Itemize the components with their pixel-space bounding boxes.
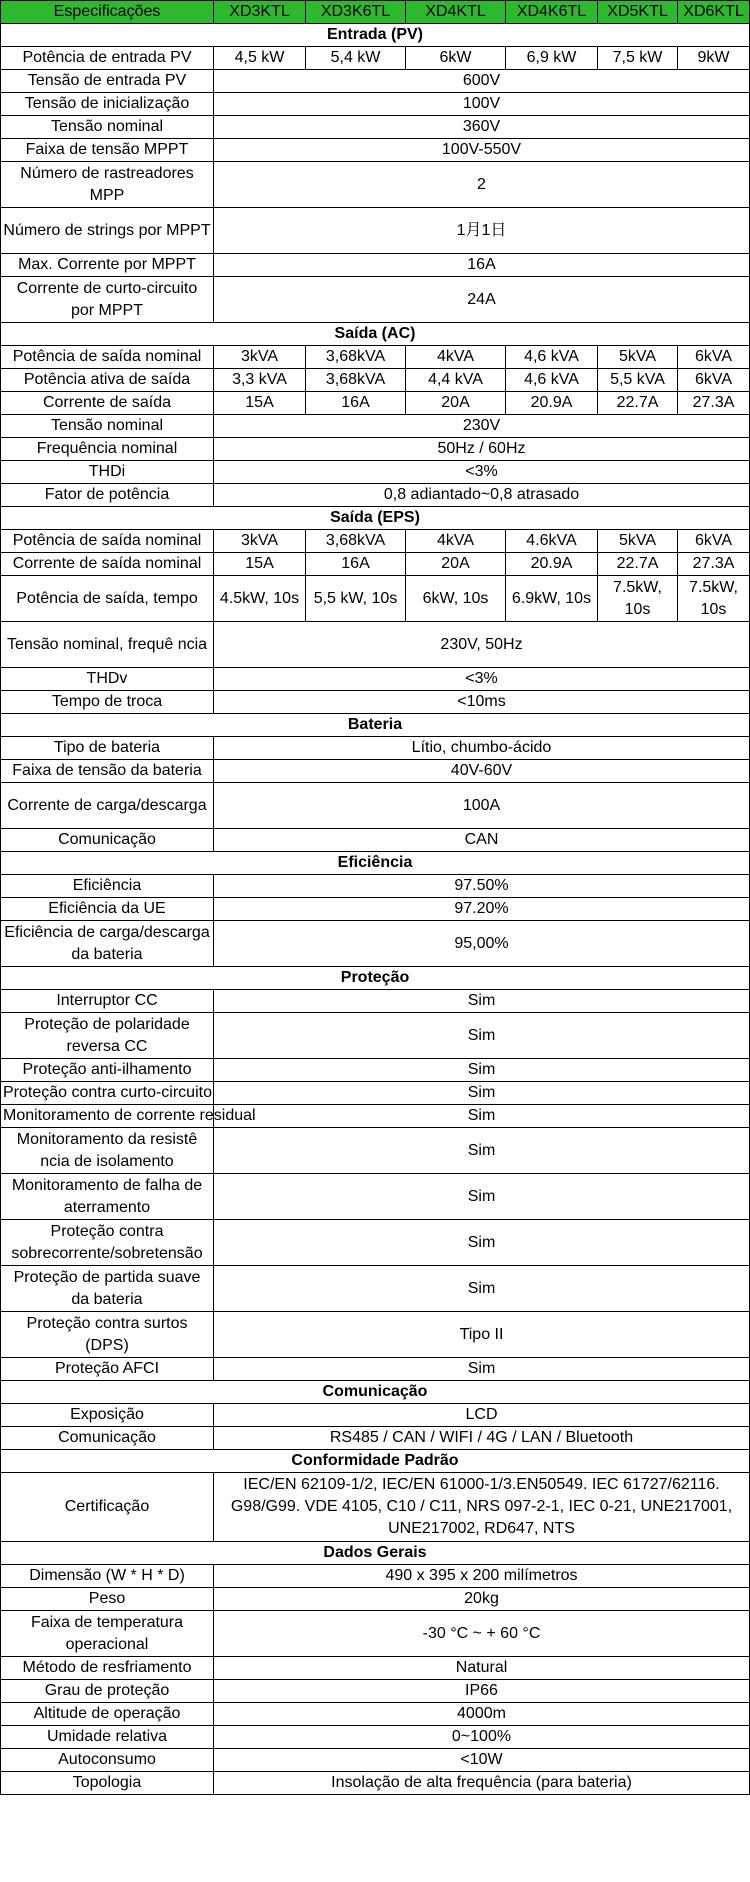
section-title: Entrada (PV)	[1, 24, 750, 47]
cell-value-merged: 16A	[214, 254, 750, 277]
row-label: Tensão de inicialização	[1, 93, 214, 116]
row-label: Potência ativa de saída	[1, 369, 214, 392]
cell-value: 4.5kW, 10s	[214, 576, 306, 622]
section-row	[1, 323, 750, 346]
table-row	[1, 1749, 750, 1772]
row-label: Altitude de operação	[1, 1703, 214, 1726]
section-title: Comunicação	[1, 1381, 750, 1404]
cell-value: 6,9 kW	[506, 47, 598, 70]
row-label: Max. Corrente por MPPT	[1, 254, 214, 277]
header-row	[1, 1, 750, 24]
cell-value-merged: Tipo II	[214, 1312, 750, 1358]
row-label: Peso	[1, 1588, 214, 1611]
table-row	[1, 1473, 750, 1542]
row-label: Faixa de temperatura operacional	[1, 1611, 214, 1657]
cell-value: 4.6kVA	[506, 530, 598, 553]
row-label: Potência de saída nominal	[1, 346, 214, 369]
cell-value-merged: IEC/EN 62109-1/2, IEC/EN 61000-1/3.EN50549. IEC 61727/62116. G98/G99. VDE 4105, C10 / C11, NRS 097-2-1, IEC 0-21, UNE217001, UNE217002, RD647, NTS	[214, 1473, 750, 1542]
cell-value: 3,68kVA	[306, 369, 406, 392]
cell-value: 5,5 kW, 10s	[306, 576, 406, 622]
table-row	[1, 415, 750, 438]
section-row	[1, 24, 750, 47]
cell-value: 27.3A	[678, 553, 750, 576]
table-row	[1, 1312, 750, 1358]
table-row	[1, 139, 750, 162]
cell-value: 3,3 kVA	[214, 369, 306, 392]
cell-value: 4kVA	[406, 530, 506, 553]
table-row	[1, 346, 750, 369]
cell-value-merged: Sim	[214, 1266, 750, 1312]
cell-value-merged: 230V, 50Hz	[214, 622, 750, 668]
table-row	[1, 1588, 750, 1611]
section-row	[1, 1450, 750, 1473]
cell-value-merged: <3%	[214, 668, 750, 691]
cell-value-merged: Sim	[214, 1220, 750, 1266]
cell-value-merged: 97.20%	[214, 898, 750, 921]
table-row	[1, 576, 750, 622]
section-row	[1, 852, 750, 875]
cell-value: 6.9kW, 10s	[506, 576, 598, 622]
table-row	[1, 1105, 750, 1128]
row-label: Monitoramento de corrente residual	[1, 1105, 214, 1128]
cell-value-merged: 4000m	[214, 1703, 750, 1726]
cell-value: 6kW	[406, 47, 506, 70]
table-row	[1, 162, 750, 208]
row-label: Tempo de troca	[1, 691, 214, 714]
cell-value: 6kVA	[678, 346, 750, 369]
row-label: Comunicação	[1, 1427, 214, 1450]
cell-value-merged: 360V	[214, 116, 750, 139]
table-row	[1, 530, 750, 553]
table-row	[1, 737, 750, 760]
table-row	[1, 553, 750, 576]
cell-value: 20A	[406, 553, 506, 576]
header-specs: Especificações	[1, 1, 214, 24]
cell-value-merged: Sim	[214, 990, 750, 1013]
cell-value-merged: 0,8 adiantado~0,8 atrasado	[214, 484, 750, 507]
table-row	[1, 254, 750, 277]
row-label: Frequência nominal	[1, 438, 214, 461]
cell-value-merged: Sim	[214, 1082, 750, 1105]
section-title: Bateria	[1, 714, 750, 737]
table-row	[1, 691, 750, 714]
table-row	[1, 1082, 750, 1105]
table-row	[1, 70, 750, 93]
cell-value-merged: Sim	[214, 1128, 750, 1174]
section-title: Saída (AC)	[1, 323, 750, 346]
cell-value-merged: 95,00%	[214, 921, 750, 967]
table-row	[1, 1703, 750, 1726]
cell-value: 15A	[214, 392, 306, 415]
cell-value: 20.9A	[506, 392, 598, 415]
table-row	[1, 484, 750, 507]
row-label: Topologia	[1, 1772, 214, 1795]
table-row	[1, 47, 750, 70]
header-model: XD4KTL	[406, 1, 506, 24]
cell-value: 16A	[306, 392, 406, 415]
row-label: Método de resfriamento	[1, 1657, 214, 1680]
row-label: Umidade relativa	[1, 1726, 214, 1749]
row-label: Potência de saída, tempo	[1, 576, 214, 622]
row-label: Potência de entrada PV	[1, 47, 214, 70]
cell-value: 27.3A	[678, 392, 750, 415]
row-label: Corrente de saída	[1, 392, 214, 415]
table-row	[1, 1680, 750, 1703]
cell-value-merged: 1月1日	[214, 208, 750, 254]
table-row	[1, 1657, 750, 1680]
cell-value-merged: <10ms	[214, 691, 750, 714]
cell-value-merged: 230V	[214, 415, 750, 438]
row-label: Tipo de bateria	[1, 737, 214, 760]
row-label: Proteção contra curto-circuito	[1, 1082, 214, 1105]
cell-value-merged: 97.50%	[214, 875, 750, 898]
cell-value: 4,4 kVA	[406, 369, 506, 392]
row-label: Exposição	[1, 1404, 214, 1427]
cell-value-merged: <3%	[214, 461, 750, 484]
cell-value: 3kVA	[214, 530, 306, 553]
cell-value-merged: Sim	[214, 1105, 750, 1128]
cell-value: 16A	[306, 553, 406, 576]
cell-value: 5,4 kW	[306, 47, 406, 70]
table-row	[1, 1427, 750, 1450]
table-row	[1, 990, 750, 1013]
row-label: Monitoramento da resistê ncia de isolamento	[1, 1128, 214, 1174]
cell-value-merged: Lítio, chumbo-ácido	[214, 737, 750, 760]
cell-value: 7,5 kW	[598, 47, 678, 70]
row-label: Número de rastreadores MPP	[1, 162, 214, 208]
row-label: Proteção contra sobrecorrente/sobretensão	[1, 1220, 214, 1266]
cell-value: 9kW	[678, 47, 750, 70]
row-label: Tensão de entrada PV	[1, 70, 214, 93]
cell-value-merged: 490 x 395 x 200 milímetros	[214, 1565, 750, 1588]
table-row	[1, 392, 750, 415]
row-label: Faixa de tensão MPPT	[1, 139, 214, 162]
row-label: Tensão nominal, frequê ncia	[1, 622, 214, 668]
row-label: Proteção contra surtos (DPS)	[1, 1312, 214, 1358]
header-model: XD6KTL	[678, 1, 750, 24]
section-title: Conformidade Padrão	[1, 1450, 750, 1473]
row-label: Dimensão (W * H * D)	[1, 1565, 214, 1588]
row-label: THDv	[1, 668, 214, 691]
table-row	[1, 1220, 750, 1266]
cell-value: 4,5 kW	[214, 47, 306, 70]
row-label: Proteção AFCI	[1, 1358, 214, 1381]
row-label: Corrente de curto-circuito por MPPT	[1, 277, 214, 323]
table-row	[1, 93, 750, 116]
table-row	[1, 668, 750, 691]
table-row	[1, 1174, 750, 1220]
cell-value-merged: 0~100%	[214, 1726, 750, 1749]
header-model: XD5KTL	[598, 1, 678, 24]
header-model: XD3KTL	[214, 1, 306, 24]
cell-value-merged: 100V	[214, 93, 750, 116]
cell-value-merged: Insolação de alta frequência (para bateria)	[214, 1772, 750, 1795]
table-row	[1, 1565, 750, 1588]
cell-value-merged: Natural	[214, 1657, 750, 1680]
cell-value: 22.7A	[598, 392, 678, 415]
cell-value: 3kVA	[214, 346, 306, 369]
row-label: Tensão nominal	[1, 415, 214, 438]
cell-value: 20.9A	[506, 553, 598, 576]
row-label: Fator de potência	[1, 484, 214, 507]
cell-value-merged: -30 °C ~ + 60 °C	[214, 1611, 750, 1657]
table-row	[1, 1404, 750, 1427]
cell-value-merged: Sim	[214, 1013, 750, 1059]
row-label: Eficiência de carga/descarga da bateria	[1, 921, 214, 967]
row-label: Número de strings por MPPT	[1, 208, 214, 254]
table-row	[1, 898, 750, 921]
cell-value: 6kVA	[678, 369, 750, 392]
cell-value: 7.5kW, 10s	[598, 576, 678, 622]
cell-value-merged: Sim	[214, 1174, 750, 1220]
cell-value: 4,6 kVA	[506, 346, 598, 369]
cell-value-merged: <10W	[214, 1749, 750, 1772]
table-row	[1, 277, 750, 323]
table-row	[1, 1611, 750, 1657]
table-row	[1, 622, 750, 668]
section-title: Eficiência	[1, 852, 750, 875]
table-row	[1, 1266, 750, 1312]
row-label: THDi	[1, 461, 214, 484]
section-row	[1, 714, 750, 737]
cell-value: 7.5kW, 10s	[678, 576, 750, 622]
cell-value: 4kVA	[406, 346, 506, 369]
header-model: XD4K6TL	[506, 1, 598, 24]
table-row	[1, 369, 750, 392]
table-row	[1, 1059, 750, 1082]
cell-value-merged: 600V	[214, 70, 750, 93]
cell-value-merged: 50Hz / 60Hz	[214, 438, 750, 461]
cell-value-merged: 100V-550V	[214, 139, 750, 162]
row-label: Grau de proteção	[1, 1680, 214, 1703]
table-row	[1, 208, 750, 254]
cell-value: 6kW, 10s	[406, 576, 506, 622]
row-label: Eficiência da UE	[1, 898, 214, 921]
cell-value-merged: IP66	[214, 1680, 750, 1703]
cell-value: 5kVA	[598, 530, 678, 553]
section-row	[1, 1542, 750, 1565]
cell-value-merged: 24A	[214, 277, 750, 323]
header-model: XD3K6TL	[306, 1, 406, 24]
table-row	[1, 921, 750, 967]
row-label: Proteção anti-ilhamento	[1, 1059, 214, 1082]
cell-value: 5kVA	[598, 346, 678, 369]
cell-value-merged: Sim	[214, 1059, 750, 1082]
row-label: Tensão nominal	[1, 116, 214, 139]
cell-value: 3,68kVA	[306, 346, 406, 369]
table-row	[1, 829, 750, 852]
table-row	[1, 783, 750, 829]
table-row	[1, 1772, 750, 1795]
row-label: Corrente de carga/descarga	[1, 783, 214, 829]
cell-value: 22.7A	[598, 553, 678, 576]
table-row	[1, 116, 750, 139]
table-row	[1, 1358, 750, 1381]
cell-value: 15A	[214, 553, 306, 576]
row-label: Proteção de polaridade reversa CC	[1, 1013, 214, 1059]
section-title: Proteção	[1, 967, 750, 990]
cell-value: 5,5 kVA	[598, 369, 678, 392]
cell-value: 4,6 kVA	[506, 369, 598, 392]
section-row	[1, 1381, 750, 1404]
table-row	[1, 461, 750, 484]
cell-value-merged: 40V-60V	[214, 760, 750, 783]
cell-value-merged: LCD	[214, 1404, 750, 1427]
row-label: Autoconsumo	[1, 1749, 214, 1772]
table-row	[1, 875, 750, 898]
row-label: Monitoramento de falha de aterramento	[1, 1174, 214, 1220]
cell-value-merged: 100A	[214, 783, 750, 829]
row-label: Comunicação	[1, 829, 214, 852]
row-label: Interruptor CC	[1, 990, 214, 1013]
cell-value-merged: Sim	[214, 1358, 750, 1381]
section-title: Dados Gerais	[1, 1542, 750, 1565]
cell-value-merged: CAN	[214, 829, 750, 852]
row-label: Certificação	[1, 1473, 214, 1542]
row-label: Corrente de saída nominal	[1, 553, 214, 576]
row-label: Faixa de tensão da bateria	[1, 760, 214, 783]
row-label: Potência de saída nominal	[1, 530, 214, 553]
table-row	[1, 438, 750, 461]
section-title: Saída (EPS)	[1, 507, 750, 530]
cell-value: 3,68kVA	[306, 530, 406, 553]
table-row	[1, 1726, 750, 1749]
table-row	[1, 760, 750, 783]
cell-value-merged: RS485 / CAN / WIFI / 4G / LAN / Bluetooth	[214, 1427, 750, 1450]
cell-value-merged: 2	[214, 162, 750, 208]
section-row	[1, 507, 750, 530]
cell-value: 20A	[406, 392, 506, 415]
cell-value: 6kVA	[678, 530, 750, 553]
row-label: Proteção de partida suave da bateria	[1, 1266, 214, 1312]
cell-value-merged: 20kg	[214, 1588, 750, 1611]
row-label: Eficiência	[1, 875, 214, 898]
table-row	[1, 1128, 750, 1174]
table-row	[1, 1013, 750, 1059]
section-row	[1, 967, 750, 990]
